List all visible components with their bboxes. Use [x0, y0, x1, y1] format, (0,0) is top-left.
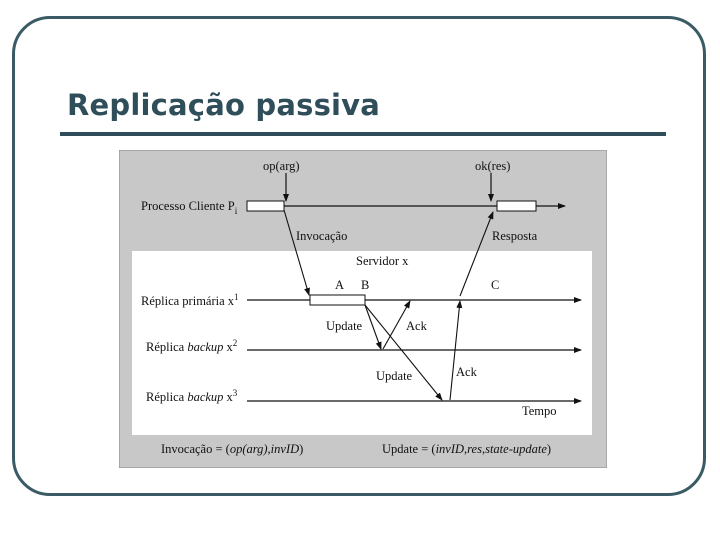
backup2-replica-label: Réplica backup $x^3$: [146, 388, 238, 404]
slide-title: Replicação passiva: [67, 88, 381, 122]
server-label: Servidor x: [356, 254, 409, 268]
ok-label: ok(res): [475, 159, 511, 173]
invocacao-label: Invocação: [296, 229, 348, 243]
update-label-1: Update: [326, 319, 363, 333]
ack-label-1: Ack: [406, 319, 427, 333]
replication-diagram: [119, 150, 607, 468]
primary-replica-label: Réplica primária $x^1$: [141, 292, 239, 308]
client-response-bar: [497, 201, 536, 211]
legend-invocacao: Invocação = (op(arg),invID): [161, 442, 304, 456]
client-label: Processo Cliente $P_i$: [141, 199, 238, 216]
op-label: op(arg): [263, 159, 300, 173]
point-a-label: A: [335, 278, 345, 292]
legend-update: Update = (invID,res,state-update): [382, 442, 552, 456]
title-underline: [60, 132, 666, 136]
point-b-label: B: [361, 278, 370, 292]
resposta-label: Resposta: [492, 229, 538, 243]
point-c-label: C: [491, 278, 500, 292]
client-request-bar: [247, 201, 284, 211]
backup1-replica-label: Réplica backup $x^2$: [146, 338, 238, 354]
tempo-label: Tempo: [522, 404, 557, 418]
primary-processing-bar: [310, 295, 365, 305]
ack-label-2: Ack: [456, 365, 477, 379]
update-label-2: Update: [376, 369, 413, 383]
